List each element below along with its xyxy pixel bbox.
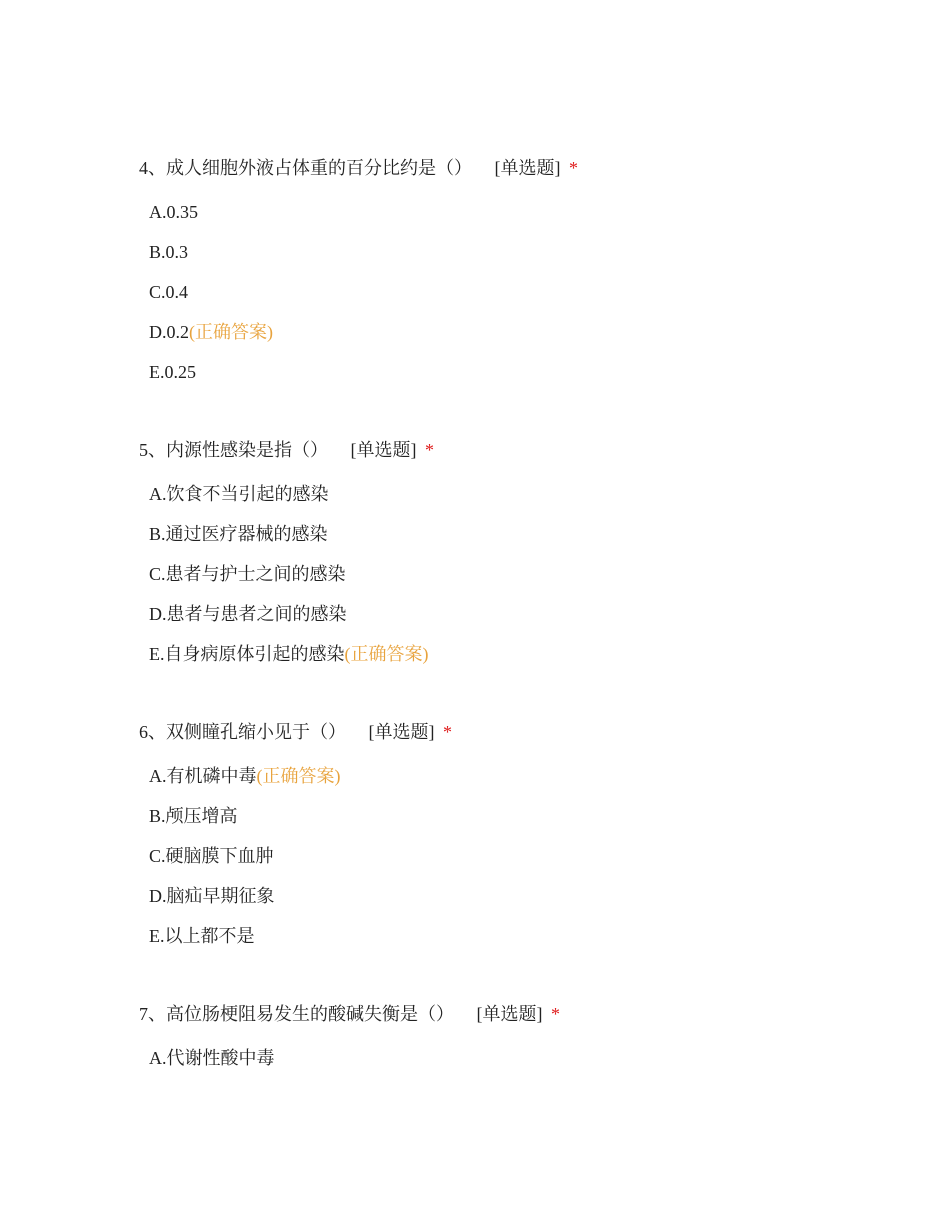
question-title: 7、高位肠梗阻易发生的酸碱失衡是（） [139, 1004, 454, 1024]
option-item[interactable] [149, 1046, 899, 1070]
option-item[interactable] [149, 884, 899, 908]
option-text: C.硬脑膜下血肿 [149, 846, 274, 866]
question-title: 6、双侧瞳孔缩小见于（） [139, 722, 346, 742]
option-item[interactable] [149, 360, 899, 384]
option-list [139, 1046, 899, 1070]
option-list [139, 482, 899, 666]
option-text: E.自身病原体引起的感染 [149, 644, 345, 664]
option-item[interactable] [149, 320, 899, 344]
question-block [139, 156, 899, 400]
question-title-row [139, 720, 899, 744]
question-title: 5、内源性感染是指（） [139, 440, 328, 460]
question-block [139, 438, 899, 682]
option-text: B.通过医疗器械的感染 [149, 524, 328, 544]
question-block [139, 1002, 899, 1086]
option-text: A.饮食不当引起的感染 [149, 484, 329, 504]
option-text: C.0.4 [149, 282, 189, 302]
option-item[interactable] [149, 764, 899, 788]
question-title-row [139, 156, 899, 180]
question-title-row [139, 438, 899, 462]
option-item[interactable] [149, 642, 899, 666]
option-text: E.0.25 [149, 362, 196, 382]
correct-answer-tag: (正确答案) [189, 322, 273, 342]
correct-answer-tag: (正确答案) [256, 766, 341, 786]
correct-answer-tag: (正确答案) [344, 644, 429, 664]
option-item[interactable] [149, 562, 899, 586]
question-title: 4、成人细胞外液占体重的百分比约是（） [139, 158, 472, 178]
question-type-label: [单选题] [350, 440, 417, 460]
required-marker: * [443, 722, 452, 742]
option-text: B.颅压增高 [149, 806, 238, 826]
option-text: D.患者与患者之间的感染 [149, 604, 347, 624]
option-item[interactable] [149, 602, 899, 626]
question-title-row [139, 1002, 899, 1026]
option-item[interactable] [149, 924, 899, 948]
option-text: B.0.3 [149, 242, 189, 262]
option-text: D.脑疝早期征象 [149, 886, 275, 906]
option-item[interactable] [149, 240, 899, 264]
option-text: C.患者与护士之间的感染 [149, 564, 346, 584]
option-text: A.有机磷中毒 [149, 766, 257, 786]
option-text: A.代谢性酸中毒 [149, 1048, 275, 1068]
question-block [139, 720, 899, 964]
required-marker: * [569, 158, 578, 178]
option-item[interactable] [149, 522, 899, 546]
question-type-label: [单选题] [476, 1004, 543, 1024]
option-item[interactable] [149, 200, 899, 224]
question-type-label: [单选题] [494, 158, 561, 178]
option-text: E.以上都不是 [149, 926, 255, 946]
question-type-label: [单选题] [368, 722, 435, 742]
option-item[interactable] [149, 280, 899, 304]
option-text: D.0.2 [149, 322, 189, 342]
option-list [139, 764, 899, 948]
option-list [139, 200, 899, 384]
required-marker: * [425, 440, 434, 460]
option-item[interactable] [149, 804, 899, 828]
required-marker: * [551, 1004, 560, 1024]
option-item[interactable] [149, 482, 899, 506]
option-item[interactable] [149, 844, 899, 868]
option-text: A.0.35 [149, 202, 198, 222]
